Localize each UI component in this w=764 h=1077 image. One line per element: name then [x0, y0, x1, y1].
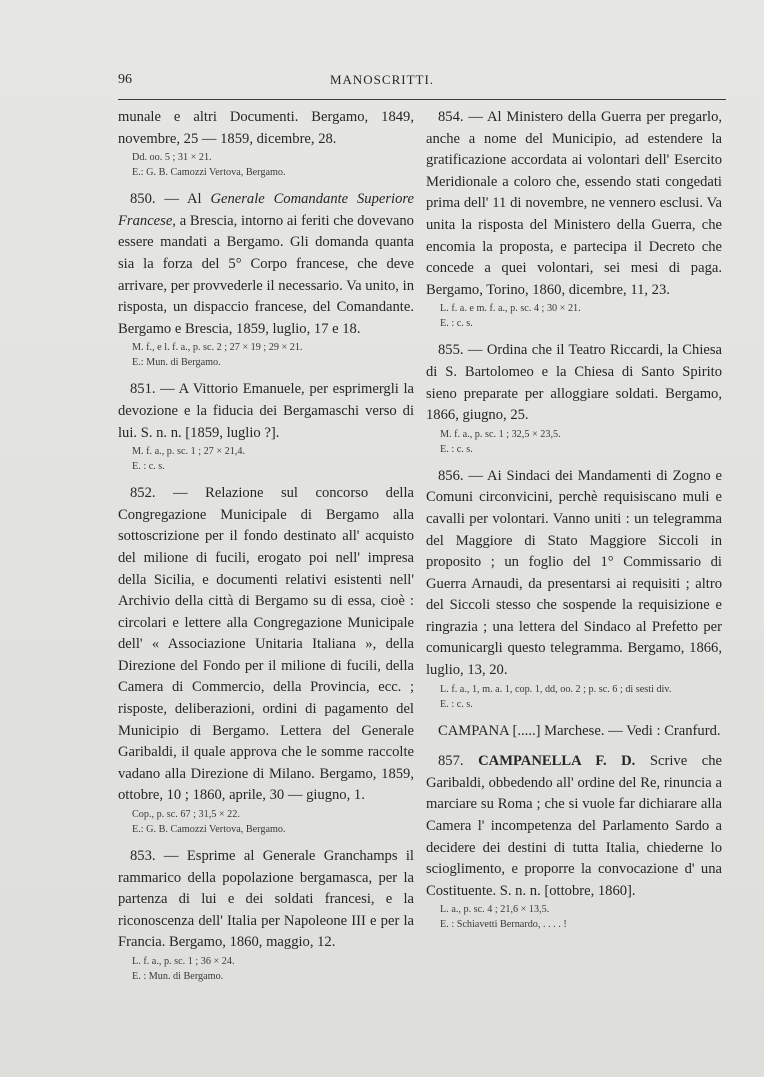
entry-text: Ordina che il Teatro Riccardi, la Chiesa di S. Bartolomeo e la Chiesa di Santo Spirito sieno preparate per alloggiare soldati. Bergamo, 1866, giugno, 25.: [426, 342, 723, 424]
entry-number: 853. —: [130, 848, 179, 865]
entry-source: E.: Mun. di Bergamo.: [132, 357, 221, 369]
entry-lead: Al: [187, 191, 202, 208]
entry-text: CAMPANA [.....] Marchese. — Vedi : Cranfurd.: [438, 722, 721, 739]
entry-source: E. : c. s.: [132, 461, 165, 473]
header-rule: [118, 99, 726, 100]
entry-number: 857.: [438, 753, 464, 770]
right-column: [426, 107, 722, 941]
entry-text: Scrive che Garibaldi, obbedendo all' ordine del Re, rinuncia a marciare su Roma ; che si vuole far dichiarare alla Camera l' incompetenza del Parlamento Sardo a decidere dei destini di tutta Italia, chiederne lo scioglimento, e proporre la convocazione d' una Costituente. S. n. n. [ottobre, 1860].: [426, 753, 722, 899]
entry-meta: L. f. a., p. sc. 1 ; 36 × 24.: [132, 956, 235, 967]
entry-text: Ai Sindaci dei Mandamenti di Zogno e Comuni circonvicini, perchè requisiscano muli e cavalli per volontari. Vanno uniti : un telegramma del Maggiore di Stato Maggiore Siccoli in proposito ; un foglio del 1° Commissario di Guerra Arnaudi, da presentarsi ai requisiti ; altro del Siccoli stesso che sospende la requisizione e ringrazia ; una lettera del Sindaco al Prefetto per comunicargli questo telegramma. Bergamo, 1866, luglio, 13, 20.: [426, 467, 723, 679]
entry-number: 854. —: [438, 109, 483, 125]
entry-source: E.: G. B. Camozzi Vertova, Bergamo.: [132, 167, 286, 179]
entry-source: E. : c. s.: [440, 318, 473, 330]
entry-text: Relazione sul concorso della Congregazione Municipale di Bergamo alla sottoscrizione per il fondo destinato all' acquisto del milione di fucili, erogato poi nell' impresa della Sicilia, e documenti relativi esistenti nell' Archivio della città di Bergamo su di essa, cioè : circolari e lettere alla Congregazione Municipale dell' « Associazione Unitaria Italiana », della Direzione del Fondo per il milione di fucili, della Camera di Commercio, della Provincia, ecc. ; risposte, deliberazioni, ordini di pagamento del Municipio di Bergamo. Lettera del Generale Garibaldi, il quale approva che le somme raccolte vadano alla Direzione di Milano. Bergamo, 1859, ottobre, 10 ; 1860, aprile, 30 — giugno, 1.: [118, 485, 415, 804]
entry-number: 856. —: [438, 467, 483, 484]
entry-meta: L. f. a., 1, m. a. 1, cop. 1, dd, oo. 2 ; p. sc. 6 ; di sesti div.: [440, 683, 672, 695]
entry-853: [118, 846, 414, 984]
entry-continuation: [118, 107, 414, 180]
page-number: 96: [118, 72, 132, 87]
page-header: [0, 72, 764, 92]
entry-851: [118, 379, 414, 474]
entry-source: E. : c. s.: [440, 443, 473, 455]
entry-text: a Brescia, intorno ai feriti che dovevano essere mandati a Bergamo. Gli domanda quanta sia la forza del 5° Corpo francese, che deve arrivare, per provvederle il necessario. Va unito, in risposta, un dispaccio francese, del Comandante. Bergamo e Brescia, 1859, luglio, 17 e 18.: [118, 212, 414, 337]
entry-meta: L. a., p. sc. 4 ; 21,6 × 13,5.: [440, 904, 550, 916]
entry-850: [118, 189, 414, 370]
entry-856: [426, 466, 722, 712]
running-title: MANOSCRITTI.: [329, 72, 435, 87]
entry-source: E. : Mun. di Bergamo.: [132, 971, 224, 982]
entry-source: E. : Schiavetti Bernardo, . . . . !: [440, 919, 567, 931]
entry-852: [118, 483, 414, 837]
entry-campana-crossref: [426, 721, 722, 743]
entry-number: 852. —: [130, 485, 188, 502]
entry-meta: M. f. a., p. sc. 1 ; 27 × 21,4.: [132, 446, 245, 458]
entry-857: [426, 751, 722, 932]
entry-text: Al Ministero della Guerra per pregarlo, anche a nome del Municipio, ad estendere la gratificazione accordata ai volontari dell' Esercito Meridionale a coloro che, essendo stati congedati prima dell' 11 di novembre, ne vennero esclusi. Va unita la risposta del Ministero della Guerra, che encomia la proposta, e partecipa il Decreto che concede a quei volontari, sei mesi di paga. Bergamo, Torino, 1860, dicembre, 11, 23.: [426, 109, 723, 298]
entry-855: [426, 340, 722, 456]
entry-meta: M. f. a., p. sc. 1 ; 32,5 × 23,5.: [440, 428, 561, 440]
entry-recipient: Generale Comandante Superiore Francese,: [118, 191, 415, 229]
entry-number: 851. —: [130, 381, 175, 398]
entry-854: [426, 107, 722, 331]
entry-meta: Dd. oo. 5 ; 31 × 21.: [132, 152, 212, 164]
entry-meta: M. f., e l. f. a., p. sc. 2 ; 27 × 19 ; 29 × 21.: [132, 342, 303, 354]
entry-meta: Cop., p. sc. 67 ; 31,5 × 22.: [132, 809, 240, 821]
entry-meta: L. f. a. e m. f. a., p. sc. 4 ; 30 × 21.: [440, 303, 581, 315]
entry-source: E.: G. B. Camozzi Vertova, Bergamo.: [132, 824, 286, 836]
entry-number: 850. —: [130, 191, 179, 208]
entry-text: A Vittorio Emanuele, per esprimergli la devozione e la fiducia dei Bergamaschi verso di lui. S. n. n. [1859, luglio ?].: [118, 381, 414, 441]
entry-text: munale e altri Documenti. Bergamo, 1849, novembre, 25 — 1859, dicembre, 28.: [118, 109, 414, 147]
entry-source: E. : c. s.: [440, 698, 473, 710]
entry-number: 855. —: [438, 342, 483, 359]
entry-author: CAMPANELLA F. D.: [478, 753, 636, 770]
entry-text: Esprime al Generale Granchamps il rammarico della popolazione bergamasca, per la partenza di lui e dei soldati francesi, e la riconoscenza dell' Italia per Napoleone III e per la Francia. Bergamo, 1860, maggio, 12.: [118, 848, 414, 951]
left-column: [118, 107, 414, 993]
